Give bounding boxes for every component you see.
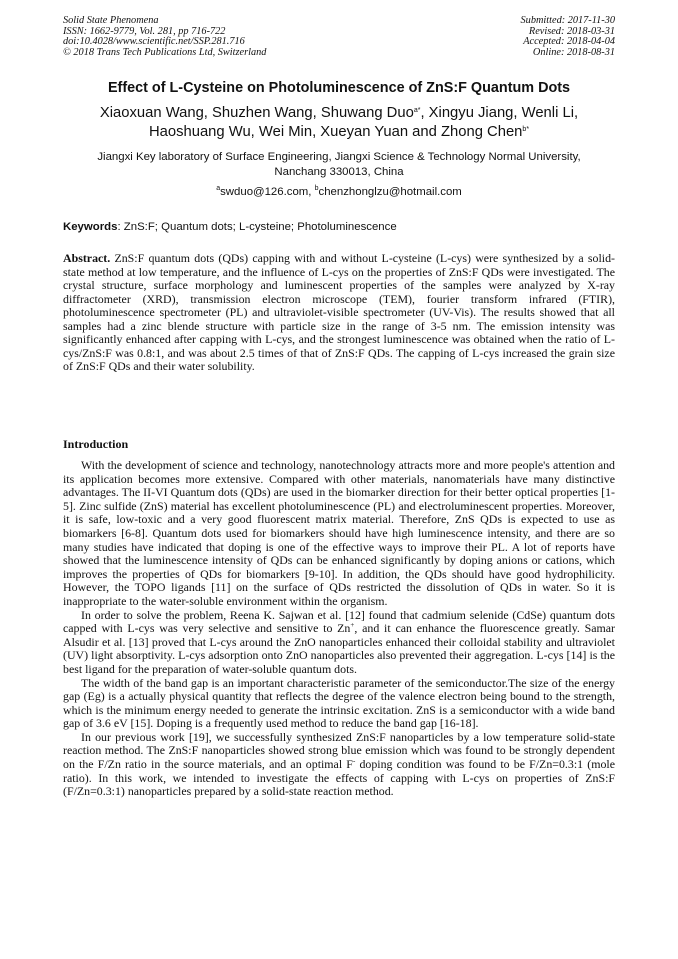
authors-line1-a: Xiaoxuan Wang, Shuzhen Wang, Shuwang Duo — [99, 105, 414, 121]
paragraph-2-b: , and it can enhance the fluorescence greatly. Samar Alsudir et al. [13] proved that L-cys around the ZnO nanoparticles enhanced their colloidal stability and ultraviolet (UV) light absorptivity. L-cys adsorption onto ZnO nanoparticles also prevented their aggregation. L-cys [14] is the best ligand for the preparation of water-soluble quantum dots. — [63, 621, 615, 676]
paragraph-4-b: doping condition was found to be F/Zn=0.3:1 (mole ratio). In this work, we intended to investigate the effects of capping with L-cys on properties of ZnS:F (F/Zn=0.3:1) nanoparticles prepared by a solid-state reaction method. — [63, 757, 615, 799]
paragraph-1: With the development of science and technology, nanotechnology attracts more and more people's attention and its application becomes more extensive. Compared with other materials, nanomaterials have many distinctive advantages. The II-VI Quantum dots (QDs) are used in the biomarker direction for their better optical properties [1-5]. Zinc sulfide (ZnS) material has excellent photoluminescence (PL) and electroluminescent properties. Moreover, it is safe, low-toxic and a very good fluorescent matrix material. Therefore, ZnS QDs is expected to use as biomarkers [6-8]. Quantum dots used for biomarkers should have high luminescence intensity, and there are so many studies have indicated that doping is one of the effective ways to improve their PL. A lot of reports have showed that the luminescence intensity of QDs can be enhanced significantly by doping anions or cations, which improves the properties of QDs for biomarkers [9-10]. In addition, the QDs should have good hydrophilicity. However, the TOPO ligands [11] on the surface of QDs restricted the dissolution of QDs in water. So it is inappropriate to the water-soluble environment within the organism. — [63, 458, 615, 608]
authors-line1-b: , Xingyu Jiang, Wenli Li, — [420, 105, 579, 121]
authors-line1-sup: a* — [413, 107, 421, 114]
affiliation — [60, 150, 618, 180]
affiliation-line2: Nanchang 330013, China — [274, 166, 404, 178]
keywords — [63, 221, 623, 233]
paragraph-4 — [63, 731, 615, 799]
email-b: chenzhonglzu@hotmail.com — [318, 186, 462, 198]
email-a: swduo@126.com, — [220, 186, 315, 198]
revised-date: Revised: 2018-03-31 — [528, 25, 615, 37]
publication-dates — [521, 16, 615, 58]
online-date: Online: 2018-08-31 — [532, 46, 615, 58]
issn: ISSN: 1662-9779, Vol. 281, pp 716-722 — [63, 25, 226, 37]
author-emails — [0, 186, 678, 198]
abstract-text: ZnS:F quantum dots (QDs) capping with and without L-cysteine (L-cys) were synthesized by a solid-state method at low temperature, and the influence of L-cys on the properties of ZnS:F QDs were investigated. The crystal structure, surface morphology and luminescent properties of the samples were analyzed by X-ray diffractometer (XRD), transmission electron microscope (TEM), fourier transform infrared (FTIR), photoluminescence spectrometer (PL) and ultraviolet-visible spectrometer (UV-Vis). The results showed that all samples had a zinc blende structure with particle size in the range of 3-5 nm. The emission intensity was significantly enhanced after capping with L-cys, and the strongest luminescence was obtained when the ratio of L-cys/ZnS:F was 0.8:1, and was about 2.5 times of that of ZnS:F QDs. The capping of L-cys increased the grain size of ZnS:F QDs and their water solubility. — [63, 251, 615, 374]
paragraph-4-a: In our previous work [19], we successfully synthesized ZnS:F nanoparticles by a low temperature solid-state reaction method. The ZnS:F nanoparticles showed strong blue emission which was found to be strongly dependent on the F/Zn ratio in the source materials, and an optimal F — [63, 729, 615, 772]
doi: doi:10.4028/www.scientific.net/SSP.281.716 — [63, 36, 245, 47]
author-list — [60, 104, 618, 142]
paragraph-2-sup: + — [350, 621, 355, 630]
paper-title: Effect of L-Cysteine on Photoluminescence of ZnS:F Quantum Dots — [107, 80, 571, 96]
section-heading-introduction: Introduction — [63, 437, 129, 451]
journal-info — [63, 16, 266, 58]
copyright: © 2018 Trans Tech Publications Ltd, Switzerland — [63, 46, 267, 58]
keywords-label: Keywords — [63, 221, 118, 233]
introduction-body — [63, 459, 615, 799]
accepted-date: Accepted: 2018-04-04 — [523, 36, 615, 47]
affiliation-line1: Jiangxi Key laboratory of Surface Engineering, Jiangxi Science & Technology Normal University, — [97, 151, 581, 163]
submitted-date: Submitted: 2017-11-30 — [520, 15, 615, 26]
email-b-sup: b — [314, 185, 319, 192]
paragraph-2 — [63, 609, 615, 677]
paragraph-2-a: In order to solve the problem, Reena K. Sajwan et al. [12] found that cadmium selenide (CdSe) quantum dots capped with L-cys was very selective and sensitive to Zn — [63, 607, 615, 636]
abstract — [63, 252, 615, 374]
journal-name: Solid State Phenomena — [63, 15, 159, 26]
authors-line2-sup: b* — [522, 126, 530, 133]
keywords-text: : ZnS:F; Quantum dots; L-cysteine; Photoluminescence — [117, 221, 397, 233]
email-a-sup: a — [216, 185, 221, 192]
abstract-label: Abstract. — [63, 251, 111, 265]
authors-line2: Haoshuang Wu, Wei Min, Xueyan Yuan and Zhong Chen — [148, 124, 523, 140]
paragraph-4-sup: - — [352, 757, 356, 766]
paragraph-3: The width of the band gap is an important characteristic parameter of the semiconductor.The size of the energy gap (Eg) is a actually physical quantity that reflects the degree of the valence electron being bound to the strength, which is the minimum energy needed to generate the intrinsic excitation. ZnS is a semiconductor with a wide band gap of 3.6 eV [15]. Doping is a frequently used method to reduce the band gap [16-18]. — [63, 675, 615, 731]
